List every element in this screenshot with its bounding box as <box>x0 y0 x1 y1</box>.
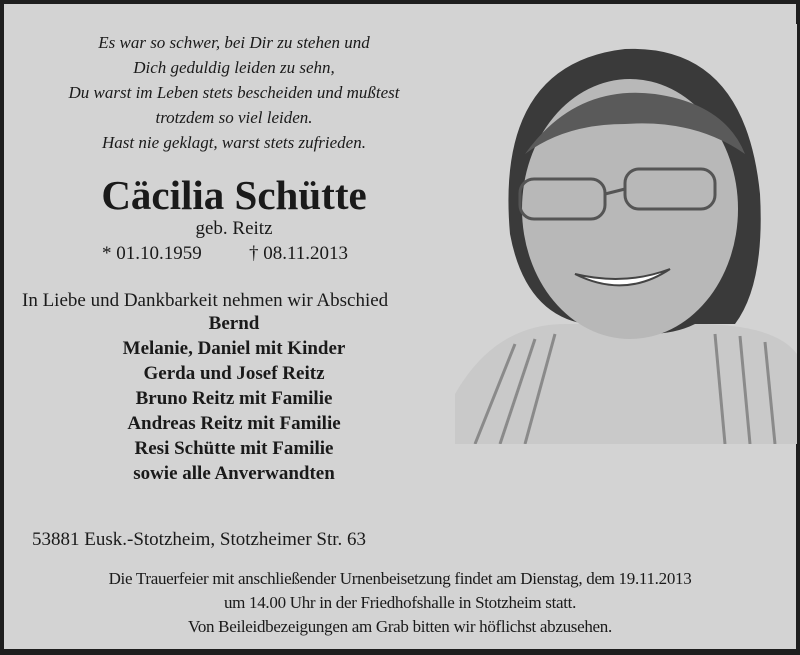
farewell-line: In Liebe und Dankbarkeit nehmen wir Abschied <box>22 290 389 311</box>
maiden-name: geb. Reitz <box>195 218 273 239</box>
portrait-photo <box>455 24 797 444</box>
poem-line: Du warst im Leben stets bescheiden und mußtest <box>68 83 400 102</box>
death-date: † 08.11.2013 <box>249 243 349 264</box>
mourner: Melanie, Daniel mit Kinder <box>122 338 346 359</box>
notice-line: Von Beileidbezeigungen am Grab bitten wir höflichst abzusehen. <box>188 617 612 636</box>
mourner: Resi Schütte mit Familie <box>134 438 334 459</box>
mourner: Andreas Reitz mit Familie <box>127 413 341 434</box>
deceased-name: Cäcilia Schütte <box>101 172 367 218</box>
notice-line: um 14.00 Uhr in der Friedhofshalle in Stotzheim statt. <box>223 593 577 612</box>
poem-line: Dich geduldig leiden zu sehn, <box>133 58 335 77</box>
poem-line: Hast nie geklagt, warst stets zufrieden. <box>102 133 366 152</box>
notice-line: Die Trauerfeier mit anschließender Urnenbeisetzung findet am Dienstag, dem 19.11.2013 <box>108 569 692 588</box>
mourner: Bruno Reitz mit Familie <box>135 388 333 409</box>
mourner: Gerda und Josef Reitz <box>143 363 325 384</box>
birth-date: * 01.10.1959 <box>102 243 202 264</box>
poem-line: trotzdem so viel leiden. <box>155 108 313 127</box>
address: 53881 Eusk.-Stotzheim, Stotzheimer Str. 63 <box>32 529 367 550</box>
mourner: Bernd <box>208 313 260 334</box>
mourner: sowie alle Anverwandten <box>133 463 335 484</box>
poem-line: Es war so schwer, bei Dir zu stehen und <box>98 33 370 52</box>
